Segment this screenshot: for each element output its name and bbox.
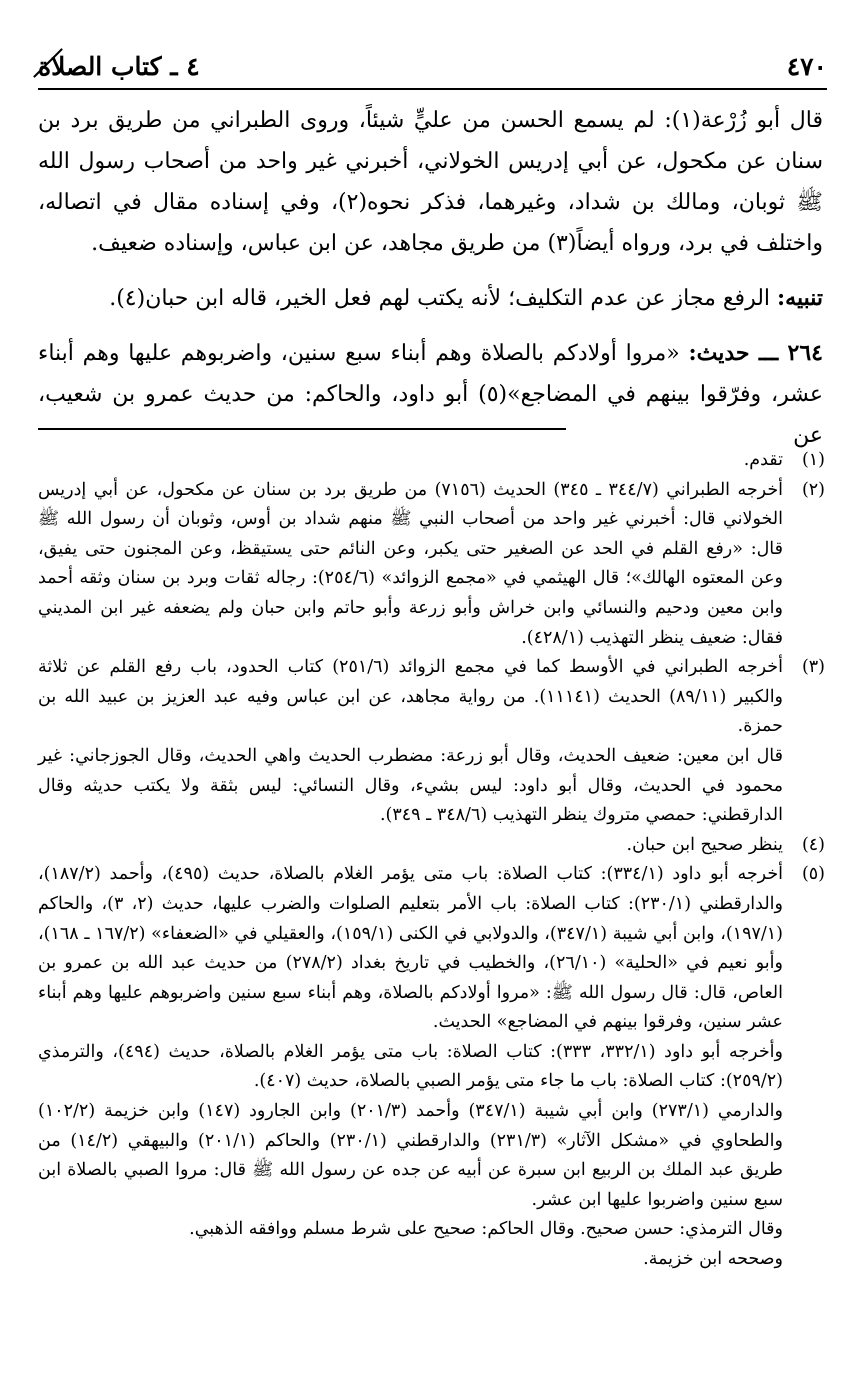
footnote-number: (٤) (801, 834, 825, 855)
hadith-paragraph (38, 333, 823, 456)
tanbih-paragraph (38, 278, 823, 319)
main-text (38, 100, 823, 456)
footnote-3 (38, 653, 825, 831)
footnote-text: أخرجه الطبراني في الأوسط كما في مجمع الزوائد (٢٥١/٦) كتاب الحدود، باب رفع القلم عن ثلاثة والكبير (٨٩/١١) الحديث (١١١٤١). من رواية مجاهد، عن ابن عباس وفيه عبد العزيز بن عبيد الله بن حمزة. (38, 657, 784, 737)
footnote-number: (٢) (801, 479, 825, 500)
footnote-text: وصححه ابن خزيمة. (643, 1249, 783, 1270)
footnote-2 (38, 476, 825, 654)
tanbih-text: الرفع مجاز عن عدم التكليف؛ لأنه يكتب لهم فعل الخير، قاله ابن حبان(٤). (109, 286, 771, 311)
tanbih-label: تنبيه: (777, 285, 823, 311)
footnote-5 (38, 860, 825, 1274)
hadith-text: «مروا أولادكم بالصلاة وهم أبناء سبع سنين، واضربوهم عليها وهم أبناء عشر، وفرّقوا بينهم في المضاجع»(٥) أبو داود، والحاكم: من حديث عمرو بن شعيب، عن (38, 341, 823, 448)
body-paragraph: قال أبو زُرْعة(١): لم يسمع الحسن من عليٍّ شيئاً، وروى الطبراني من طريق برد بن سنان عن مكحول، عن أبي إدريس الخولاني، أخبرني غير واحد من أصحاب رسول الله ﷺ ثوبان، ومالك بن شداد، وغيرهما، فذكر نحوه(٢)، وفي إسناده مقال في اتصاله، واختلف في برد، ورواه أيضاً(٣) من طريق مجاهد، عن ابن عباس، وإسناده ضعيف. (38, 108, 824, 256)
chapter-title: ٤ ـ كتاب الصلاة (38, 52, 200, 81)
footnote-number: (٥) (801, 864, 825, 885)
footnote-text: ينظر صحيح ابن حبان. (626, 834, 783, 855)
footnote-1 (38, 446, 825, 476)
footnote-text: وأخرجه أبو داود (٣٣٢/١، ٣٣٣): كتاب الصلاة: باب متى يؤمر الغلام بالصلاة، حديث (٤٩٤)، والترمذي (٢٥٩/٢): كتاب الصلاة: باب ما جاء متى يؤمر الصبي بالصلاة، حديث (٤٠٧). (38, 1041, 783, 1092)
footnotes (38, 446, 825, 1275)
hadith-label: ٢٦٤ ـــ حديث: (688, 340, 823, 366)
footnote-text: تقدم. (743, 450, 783, 470)
page-header (38, 52, 827, 86)
footnote-number: (١) (801, 450, 825, 470)
footnote-text: وقال الترمذي: حسن صحيح. وقال الحاكم: صحيح على شرط مسلم ووافقه الذهبي. (189, 1219, 783, 1240)
footnote-number: (٣) (801, 657, 825, 678)
footnote-text: والدارمي (٢٧٣/١) وابن أبي شيبة (٣٤٧/١) وأحمد (٢٠١/٣) وابن الجارود (١٤٧) وابن خزيمة (١٠٢/٢) والطحاوي في «مشكل الآثار» (٢٣١/٣) والدارقطني (٢٣٠/١) والحاكم (٢٠١/١) والبيهقي (١٤/٢) من طريق عبد الملك بن الربيع ابن سبرة عن أبيه عن جده عن رسول الله ﷺ قال: مروا الصبي بالصلاة ابن سبع سنين واضربوا عليها ابن عشر. (38, 1101, 783, 1210)
footnote-separator (38, 428, 566, 430)
footnote-text: أخرجه أبو داود (٣٣٤/١): كتاب الصلاة: باب متى يؤمر الغلام بالصلاة، حديث (٤٩٥)، وأحمد (١٨٧/٢)، والدارقطني (٢٣٠/١): كتاب الصلاة: باب الأمر بتعليم الصلوات والضرب عليها، حديث (٢، ٣)، والحاكم (١٩٧/١)، وابن أبي شيبة (٣٤٧/١)، والدولابي في الكنى (١٥٩/١)، والعقيلي في «الضعفاء» (١٦٧/٢ ـ ١٦٨)، وأبو نعيم في «الحلية» (٢٦/١٠)، والخطيب في تاريخ بغداد (٢٧٨/٢) من حديث عبد الله بن عمرو بن العاص، قال: قال رسول الله ﷺ: «مروا أولادكم بالصلاة، وهم أبناء سبع سنين واضربوهم عليها وهم أبناء عشر سنين، وفرقوا بينهم في المضاجع» الحديث. (38, 864, 783, 1033)
footnote-text: قال ابن معين: ضعيف الحديث، وقال أبو زرعة: مضطرب الحديث واهي الحديث، وقال الجوزجاني: غير محمود في الحديث، وقال أبو داود: ليس بشيء، وقال النسائي: ليس بثقة ولا يكتب حديثه وقال الدارقطني: حمصي متروك ينظر التهذيب (٣٤٨/٦ ـ ٣٤٩). (38, 745, 783, 826)
footnote-4 (38, 831, 825, 861)
page-number: ٤٧٠ (786, 52, 827, 81)
footnote-text: أخرجه الطبراني (٣٤٤/٧ ـ ٣٤٥) الحديث (٧١٥٦) من طريق برد بن سنان عن مكحول، عن أبي إدريس الخولاني قال: أخبرني غير واحد من أصحاب النبي ﷺ منهم شداد بن أوس، وثوبان أن رسول الله ﷺ قال: «رفع القلم في الحد عن الصغير حتى يكبر، وعن النائم حتى يستيقظ، وعن المجنون حتى يفيق، وعن المعتوه الهالك»؛ قال الهيثمي في «مجمع الزوائد» (٢٥٤/٦): رجاله ثقات وبرد بن سنان وثقه أحمد وابن معين ودحيم والنسائي وابن خراش وأبو زرعة وأبو حاتم وابن حبان ولم يضعفه غير ابن المديني فقال: ضعيف ينظر التهذيب (٤٢٨/١). (38, 479, 783, 648)
header-rule (38, 88, 827, 90)
